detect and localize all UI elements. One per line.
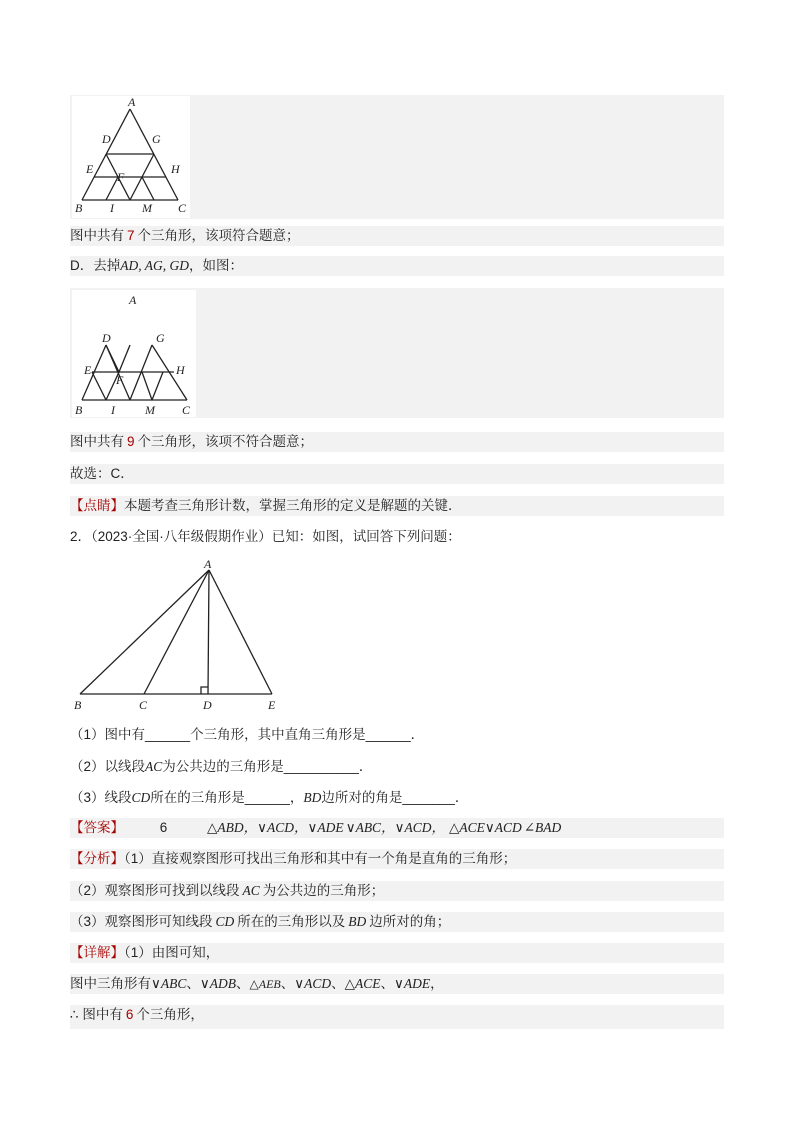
- fig1-label-E: E: [86, 162, 94, 176]
- line-option-d: D．去掉AD, AG, GD，如图：: [70, 256, 724, 276]
- line-count-9: 图中共有 9 个三角形，该项不符合题意；: [70, 432, 724, 452]
- fig2-label-G: G: [156, 331, 165, 345]
- fig2-label-H: H: [176, 363, 185, 377]
- blank-1: ______: [145, 727, 191, 742]
- figure3: [70, 555, 290, 717]
- figure1-svg: [72, 96, 190, 218]
- fig1-label-A: A: [128, 96, 136, 109]
- fig3-label-E: E: [268, 698, 276, 712]
- fig1-label-D: D: [102, 132, 111, 146]
- fig3-label-B: B: [74, 698, 82, 712]
- blank-4: ______: [244, 790, 290, 805]
- figure2-svg: [72, 290, 196, 417]
- fig1-label-I: I: [110, 201, 114, 215]
- line-count-7: 图中共有 7 个三角形，该项符合题意；: [70, 226, 724, 246]
- fig1-label-H: H: [171, 162, 180, 176]
- line-dianjing: 【点睛】本题考查三角形计数，掌握三角形的定义是解题的关键．: [70, 496, 724, 516]
- fig2-label-D: D: [102, 331, 111, 345]
- blank-2: ______: [365, 727, 411, 742]
- count-7: 7: [127, 228, 135, 243]
- count-6: 6: [125, 1007, 134, 1022]
- detail-tag: 【详解】: [70, 945, 124, 960]
- fig1-label-F: F: [117, 170, 125, 184]
- fig1-label-B: B: [75, 201, 83, 215]
- fig2-label-A: A: [129, 293, 137, 307]
- blank-5: _______: [402, 790, 455, 805]
- fig3-label-C: C: [139, 698, 148, 712]
- analysis-tag: 【分析】: [70, 851, 124, 866]
- line-choice: 故选：C．: [70, 464, 724, 484]
- subquestion-2: （2）以线段AC为公共边的三角形是__________．: [70, 759, 373, 774]
- analysis-line-2: （2）观察图形可找到以线段 AC 为公共边的三角形；: [70, 881, 724, 901]
- fig2-label-F: F: [116, 373, 124, 387]
- detail-line-3: ∴ 图中有 6 个三角形，: [70, 1005, 724, 1029]
- subquestion-1: （1）图中有______个三角形，其中直角三角形是______．: [70, 727, 425, 742]
- detail-line-2: 图中三角形有∨ABC、∨ADB、△AEB、∨ACD、△ACE、∨ADE，: [70, 974, 724, 994]
- fig2-label-C: C: [182, 403, 191, 417]
- fig3-label-A: A: [204, 557, 212, 571]
- figure2: [72, 290, 196, 417]
- fig3-label-D: D: [203, 698, 212, 712]
- question-2: 2．（2023·全国·八年级假期作业）已知：如图，试回答下列问题：: [70, 529, 461, 544]
- figure3-svg: [70, 555, 290, 717]
- dianjing-tag: 【点睛】: [70, 498, 124, 513]
- fig1-label-C: C: [178, 201, 187, 215]
- fig2-label-E: E: [84, 363, 92, 377]
- fig2-label-B: B: [75, 403, 83, 417]
- count-9: 9: [127, 434, 135, 449]
- analysis-line-3: （3）观察图形可知线段 CD 所在的三角形以及 BD 边所对的角；: [70, 912, 724, 932]
- figure1: [72, 96, 190, 218]
- subquestion-3: （3）线段CD所在的三角形是______，BD边所对的角是_______．: [70, 790, 469, 805]
- fig2-label-M: M: [145, 403, 155, 417]
- detail-line-1: 【详解】（1）由图可知，: [70, 943, 724, 963]
- answer-tag: 【答案】: [70, 820, 124, 835]
- fig1-label-G: G: [152, 132, 161, 146]
- answer-line: 【答案】 6 △ABD，∨ACD，∨ADE ∨ABC，∨ACD， △ACE∨ACD ∠BAD: [70, 818, 724, 838]
- analysis-line-1: 【分析】（1）直接观察图形可找出三角形和其中有一个角是直角的三角形；: [70, 849, 724, 869]
- fig2-label-I: I: [111, 403, 115, 417]
- blank-3: __________: [283, 759, 359, 774]
- fig1-label-M: M: [142, 201, 152, 215]
